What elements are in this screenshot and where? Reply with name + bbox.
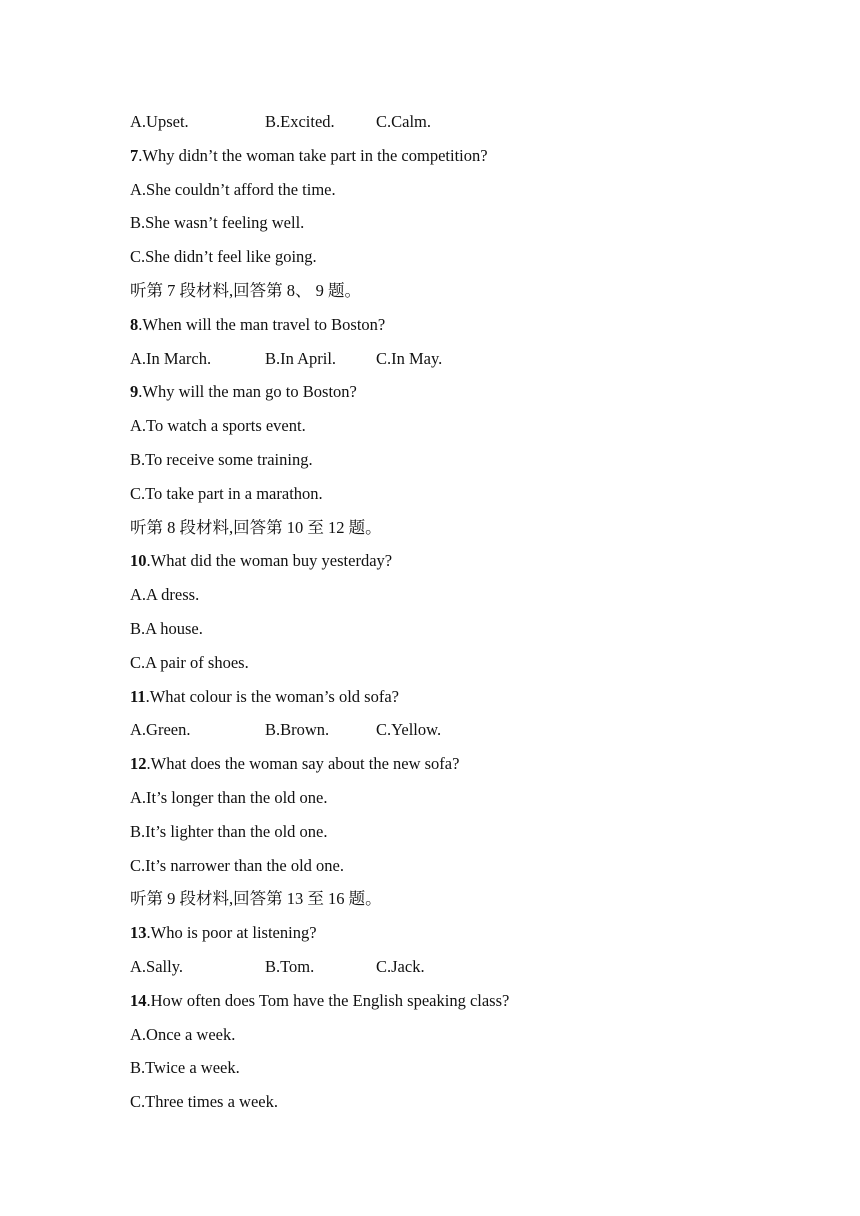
question-line — [130, 752, 820, 786]
answer-option: A.In March. — [130, 348, 212, 368]
question-line — [130, 380, 820, 414]
answer-option: B.In April. — [265, 348, 337, 368]
answer-option: C.Three times a week. — [130, 1092, 278, 1112]
question-text: .Who is poor at listening? — [146, 923, 317, 943]
answer-option: C.Jack. — [376, 956, 425, 976]
answer-option: C.Yellow. — [376, 720, 442, 740]
answer-options-row — [130, 347, 820, 381]
answer-option: B.It’s lighter than the old one. — [130, 821, 328, 841]
question-line — [130, 549, 820, 583]
answer-option: C.Calm. — [376, 112, 432, 131]
question-number: 14 — [130, 990, 147, 1010]
answer-option: A.Once a week. — [130, 1024, 236, 1044]
answer-option: A.A dress. — [130, 585, 200, 605]
question-text: .What colour is the woman’s old sofa? — [145, 686, 399, 706]
answer-option: A.Sally. — [130, 956, 184, 976]
answer-option: B.Tom. — [265, 956, 315, 976]
answer-option: C.She didn’t feel like going. — [130, 247, 317, 267]
question-line — [130, 313, 820, 347]
question-text: .What did the woman buy yesterday? — [146, 551, 393, 571]
question-number: 10 — [130, 551, 147, 571]
exam-content — [130, 110, 820, 1124]
question-text: .When will the man travel to Boston? — [138, 314, 386, 334]
answer-option: C.It’s narrower than the old one. — [130, 855, 344, 875]
question-text: .Why will the man go to Boston? — [138, 382, 357, 402]
question-number: 7 — [130, 145, 139, 165]
section-instruction: 听第 7 段材料,回答第 8、 9 题。 — [130, 280, 361, 300]
question-number: 8 — [130, 314, 139, 334]
answer-options-row — [130, 718, 820, 752]
answer-option: C.To take part in a marathon. — [130, 483, 323, 503]
question-line — [130, 921, 820, 955]
question-number: 13 — [130, 923, 147, 943]
answer-options-row — [130, 110, 820, 144]
answer-option: A.Upset. — [130, 112, 189, 131]
question-text: .Why didn’t the woman take part in the competition? — [138, 145, 488, 165]
question-number: 9 — [130, 382, 139, 402]
answer-option: C.A pair of shoes. — [130, 652, 249, 672]
answer-option: A.Green. — [130, 720, 191, 740]
question-number: 12 — [130, 754, 147, 774]
question-line — [130, 989, 820, 1023]
question-text: .What does the woman say about the new sofa? — [146, 754, 460, 774]
answer-option: A.She couldn’t afford the time. — [130, 179, 336, 199]
answer-option: B.Twice a week. — [130, 1058, 240, 1078]
question-number: 11 — [130, 686, 146, 706]
answer-option: B.Excited. — [265, 112, 335, 131]
question-line — [130, 144, 820, 178]
question-text: .How often does Tom have the English speaking class? — [146, 990, 510, 1010]
answer-options-row — [130, 955, 820, 989]
answer-option: A.It’s longer than the old one. — [130, 787, 328, 807]
answer-option: B.To receive some training. — [130, 449, 313, 469]
answer-option: B.A house. — [130, 618, 203, 638]
question-line — [130, 685, 820, 719]
section-instruction: 听第 9 段材料,回答第 13 至 16 题。 — [130, 889, 382, 909]
answer-option: A.To watch a sports event. — [130, 416, 306, 436]
answer-option: B.She wasn’t feeling well. — [130, 213, 305, 233]
answer-option: C.In May. — [376, 348, 443, 368]
answer-option: B.Brown. — [265, 720, 330, 740]
section-instruction: 听第 8 段材料,回答第 10 至 12 题。 — [130, 517, 382, 537]
